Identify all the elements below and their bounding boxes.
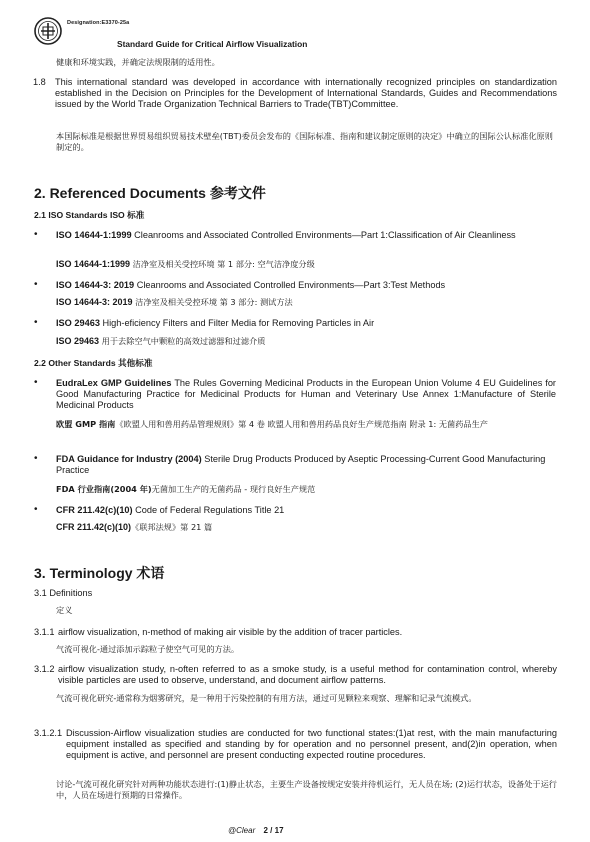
subsection-2-1-heading: 2.1 ISO Standards ISO 标准 [34,210,145,220]
footer-brand: @Clear [228,826,256,835]
section-2-heading: 2. Referenced Documents 参考文件 [34,185,266,201]
reference-item-cn: 欧盟 GMP 指南《欧盟人用和兽用药品管理规则》第 4 卷 欧盟人用和兽用药品良好生产规范指南 附录 1: 无菌药品生产 [56,419,488,429]
term-number: 3.1.2.1 [34,728,63,738]
intro-cn-text: 健康和环境实践，并确定法规限制的适用性。 [56,57,220,67]
reference-item: ISO 14644-1:1999 Cleanrooms and Associated Controlled Environments—Part 1:Classification of Air Cleanliness [56,230,516,240]
reference-item: ISO 29463 High-eficiency Filters and Filter Media for Removing Particles in Air [56,318,375,328]
document-title: Standard Guide for Critical Airflow Visualization [117,39,308,49]
page-number: 2 [263,826,268,835]
reference-item-cn: ISO 29463 用于去除空气中颗粒的高效过滤器和过滤介质 [56,336,266,346]
page-footer: @Clear 2 / 17 [228,826,284,835]
term-discussion: Discussion-Airflow visualization studies are conducted for two functional states:(1)at rest, with the main manufacturing equipment installed as specified and standing by for operation and no personnel present, and(2)in operation, when equipment is active, and personnel are present conducting expected routine procedures. [66,728,557,761]
term-discussion-cn: 讨论-气流可视化研究针对两种功能状态进行:(1)静止状态，主要生产设备按规定安装并待机运行，无人员在场; (2)运行状态，设备处于运行中，人员在场进行预期的日常操作。 [56,779,557,801]
reference-item: EudraLex GMP Guidelines The Rules Governing Medicinal Products in the European Union Volume 4 EU Guidelines for Good Manufacturing Practice for Medicinal Products for Human and Veterinary Use Annex 1:Manufacture of Sterile Medicinal Products [56,378,556,411]
term-airflow-visualization-study: airflow visualization study, n-often referred to as a smoke study, is a useful method for contamination control, whereby visible particles are used to observe, understand, and document airflow patterns. [58,664,557,686]
page-header [33,16,553,56]
bullet-icon: • [34,317,38,328]
term-airflow-visualization-study-cn: 气流可视化研究-通常称为烟雾研究，是一种用于污染控制的有用方法，通过可见颗粒来观察、理解和记录气流模式。 [56,693,477,703]
term-airflow-visualization: airflow visualization, n-method of making air visible by the addition of tracer particles. [58,627,403,637]
subsection-3-1-heading: 3.1 Definitions [34,588,93,598]
bullet-icon: • [34,377,38,388]
term-number: 3.1.1 [34,627,55,637]
astm-logo-icon [33,16,63,46]
section-1-8-text: This international standard was developed in accordance with internationally recognized principles on standardization established in the Decision on Principles for the Development of International Standards, Guides and Recommendations issued by the World Trade Organization Technical Barriers to Trade(TBT)Committee. [55,77,557,110]
reference-item-cn: ISO 14644-3: 2019 洁净室及相关受控环境 第 3 部分: 测试方法 [56,297,293,307]
reference-item: CFR 211.42(c)(10) Code of Federal Regulations Title 21 [56,505,285,515]
section-1-8-cn-text: 本国际标准是根据世界贸易组织贸易技术壁垒(TBT)委员会发布的《国际标准、指南和建议制定原则的决定》中确立的国际公认标准化原则制定的。 [56,131,553,153]
section-number-1-8: 1.8 [33,77,46,87]
bullet-icon: • [34,504,38,515]
reference-item-cn: CFR 211.42(c)(10)《联邦法规》第 21 篇 [56,522,213,532]
page-total: 17 [274,826,284,835]
bullet-icon: • [34,279,38,290]
subsection-3-1-cn: 定义 [56,605,73,615]
reference-item-cn: ISO 14644-1:1999 洁净室及相关受控环境 第 1 部分: 空气洁净度分级 [56,259,315,269]
term-airflow-visualization-cn: 气流可视化-通过添加示踪粒子使空气可见的方法。 [56,644,240,654]
bullet-icon: • [34,453,38,464]
term-number: 3.1.2 [34,664,55,674]
designation-label: Designation:E3370-25a [67,20,130,26]
reference-item-cn: FDA 行业指南(2004 年)无菌加工生产的无菌药品 - 现行良好生产规范 [56,484,316,494]
bullet-icon: • [34,229,38,240]
reference-item: FDA Guidance for Industry (2004) Sterile Drug Products Produced by Aseptic Processing-Current Good Manufacturing Practice [56,454,546,476]
section-3-heading: 3. Terminology 术语 [34,565,165,581]
subsection-2-2-heading: 2.2 Other Standards 其他标准 [34,358,153,368]
reference-item: ISO 14644-3: 2019 Cleanrooms and Associated Controlled Environments—Part 3:Test Methods [56,280,446,290]
